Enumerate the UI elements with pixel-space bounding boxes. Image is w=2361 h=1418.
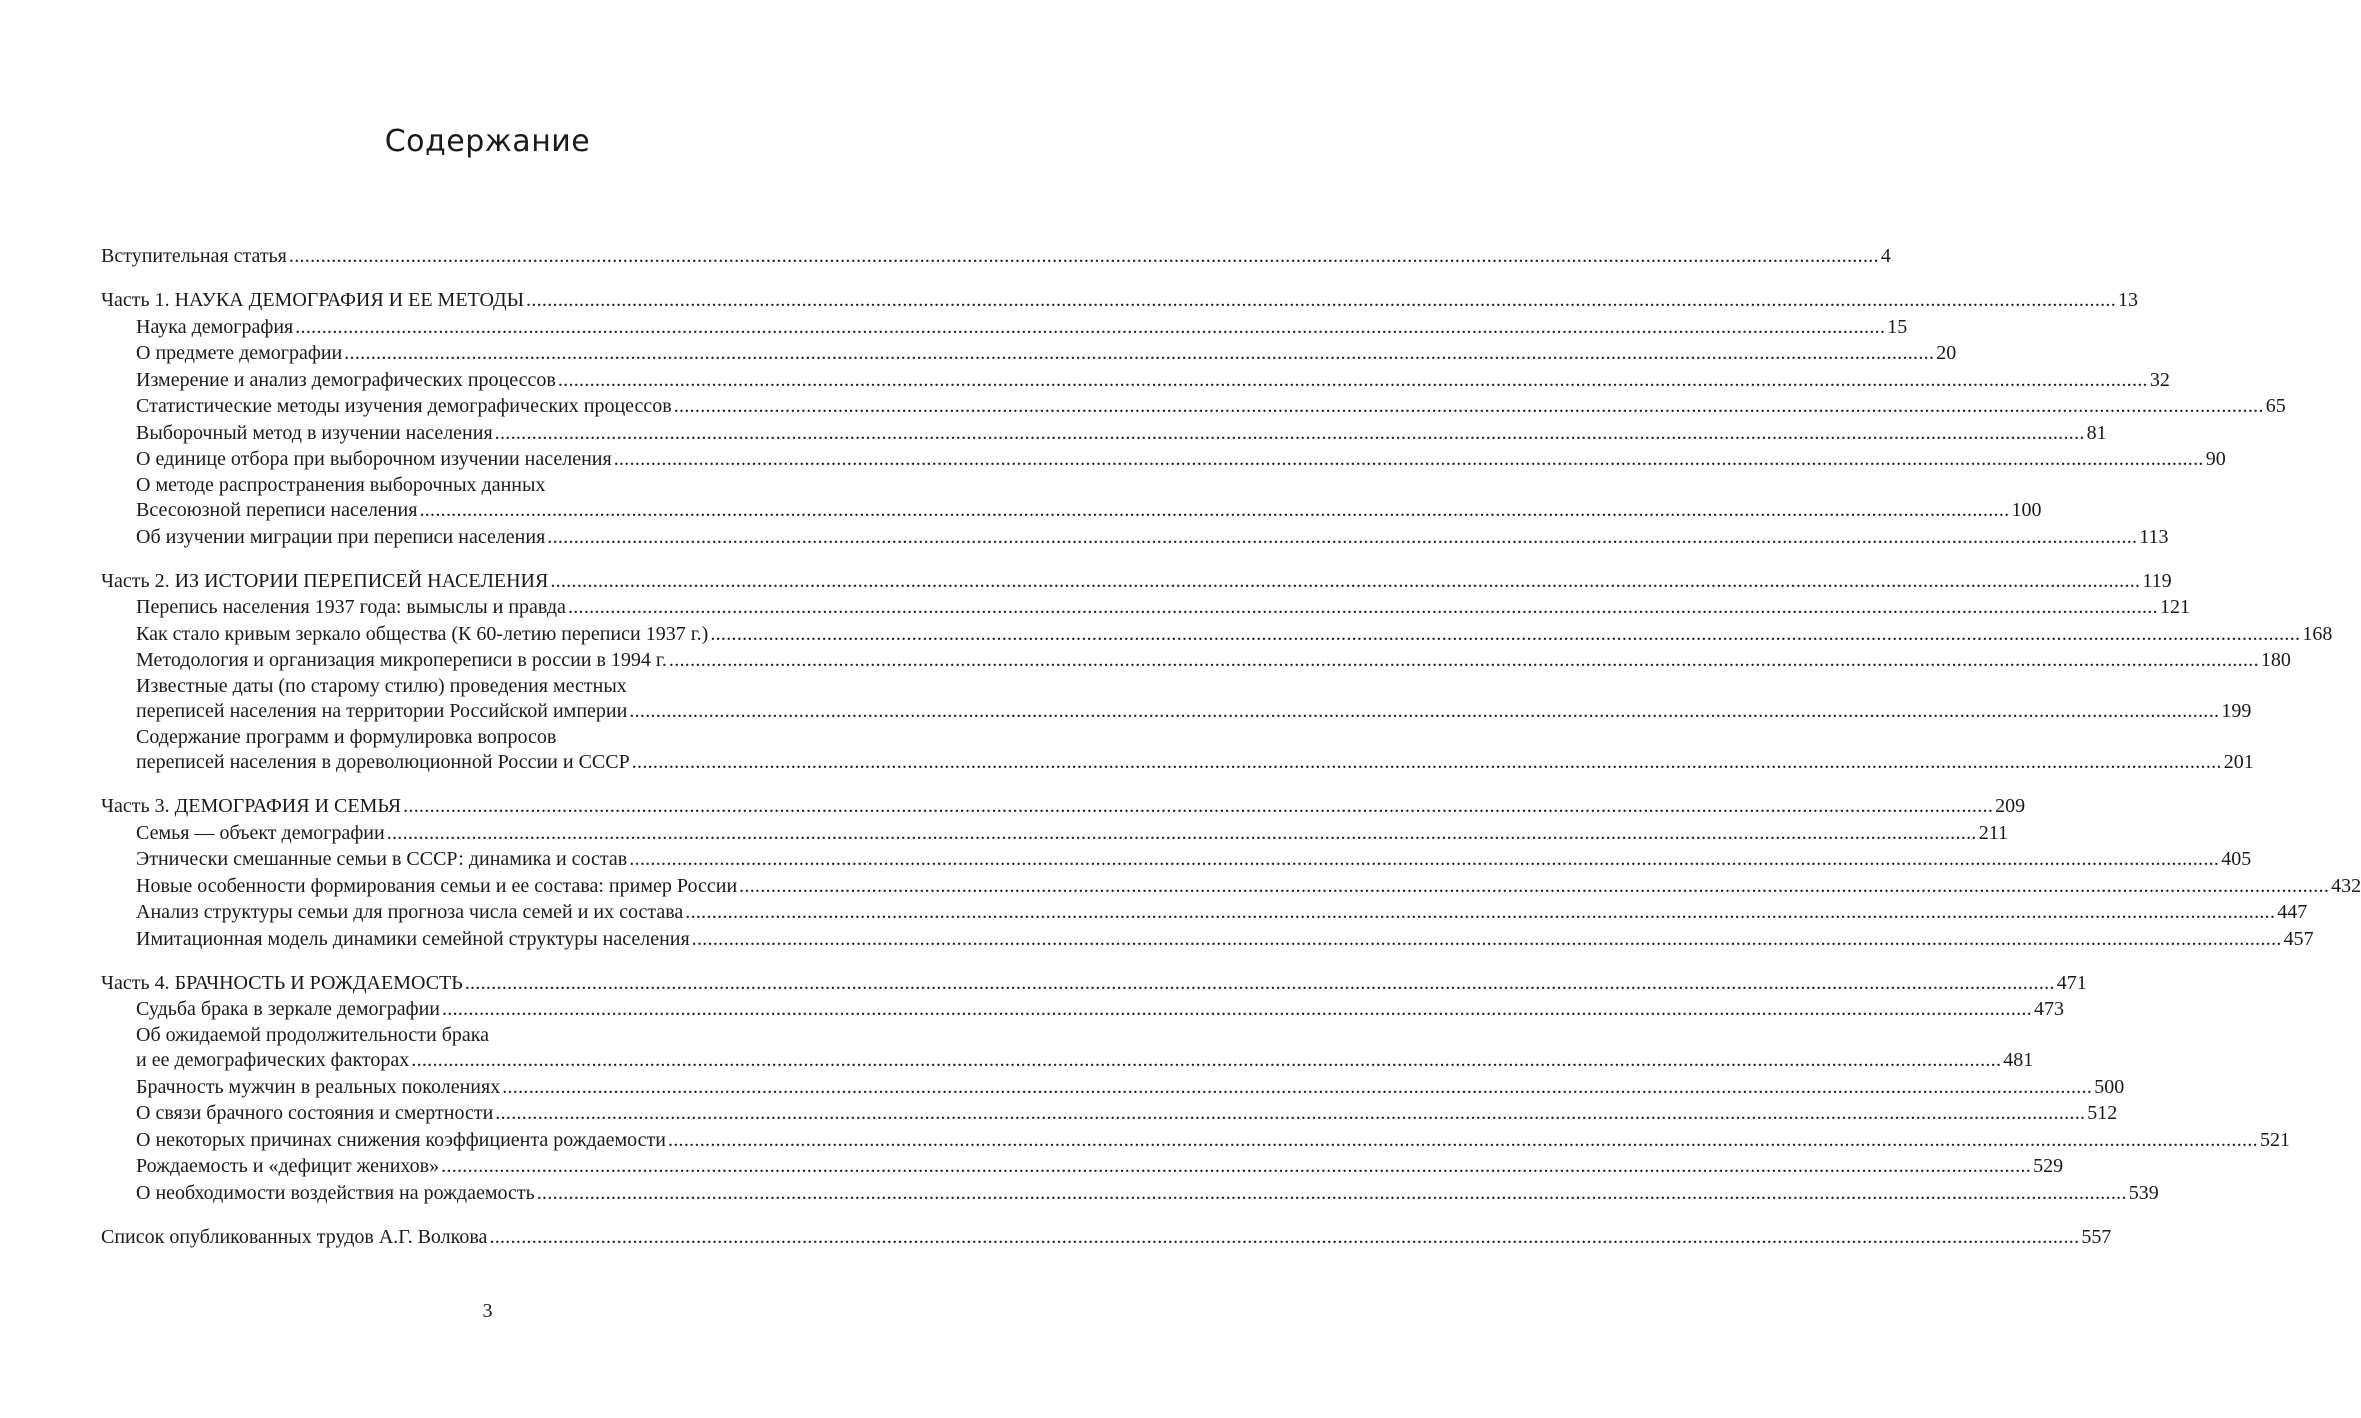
entry-page-number: 199 xyxy=(2221,700,2252,722)
toc-entry-chapter[interactable] xyxy=(101,873,2361,900)
toc-entry-chapter[interactable] xyxy=(101,926,2314,953)
entry-page-number: 471 xyxy=(2056,971,2087,994)
toc-entry-chapter[interactable] xyxy=(101,698,2252,725)
entry-page-number: 473 xyxy=(2033,998,2064,1020)
dot-leader: ............................................................................................................................................................................................................................................................................................................ xyxy=(547,525,2138,548)
entry-title: Судьба брака в зеркале демографии xyxy=(136,998,440,1020)
entry-title: Часть 2. ИЗ ИСТОРИИ ПЕРЕПИСЕЙ НАСЕЛЕНИЯ xyxy=(101,569,549,592)
entry-page-number: 100 xyxy=(2011,499,2042,521)
entry-page-number: 500 xyxy=(2094,1075,2125,1098)
dot-leader: ............................................................................................................................................................................................................................................................................................................ xyxy=(344,342,1935,364)
dot-leader: ............................................................................................................................................................................................................................................................................................................ xyxy=(441,998,2032,1020)
entry-page-number: 201 xyxy=(2223,751,2254,773)
entry-title: Брачность мужчин в реальных поколениях xyxy=(136,1075,501,1098)
entry-page-number: 529 xyxy=(2033,1155,2064,1177)
dot-leader: ............................................................................................................................................................................................................................................................................................................ xyxy=(502,1075,2093,1098)
toc-entry-chapter[interactable] xyxy=(101,899,2308,926)
dot-leader: ............................................................................................................................................................................................................................................................................................................ xyxy=(685,901,2276,923)
dot-leader: ............................................................................................................................................................................................................................................................................................................ xyxy=(691,927,2282,950)
toc-entry-chapter[interactable] xyxy=(101,1047,2034,1074)
entry-title: Перепись населения 1937 года: вымыслы и правда xyxy=(136,596,566,618)
toc-entry-chapter[interactable] xyxy=(101,594,2190,621)
entry-page-number: 521 xyxy=(2259,1128,2290,1151)
entry-page-number: 209 xyxy=(1995,795,2026,817)
toc-entry-chapter[interactable] xyxy=(101,524,2169,551)
entry-page-number: 4 xyxy=(1880,245,1891,267)
entry-title: О единице отбора при выборочном изучении населения xyxy=(136,448,612,470)
entry-title: Методология и организация микропереписи в россии в 1994 г. xyxy=(136,649,667,671)
toc-entry-chapter[interactable] xyxy=(101,420,2107,447)
entry-page-number: 557 xyxy=(2081,1225,2112,1248)
entry-page-number: 113 xyxy=(2139,525,2169,548)
dot-leader: ............................................................................................................................................................................................................................................................................................................ xyxy=(441,1155,2032,1177)
dot-leader: ............................................................................................................................................................................................................................................................................................................ xyxy=(557,368,2148,391)
dot-leader: ............................................................................................................................................................................................................................................................................................................ xyxy=(668,649,2259,671)
dot-leader: ............................................................................................................................................................................................................................................................................................................ xyxy=(386,821,1977,844)
entry-title: Анализ структуры семьи для прогноза числа семей и их состава xyxy=(136,901,684,923)
entry-title: Об изучении миграции при переписи населения xyxy=(136,525,546,548)
toc-entry-chapter[interactable] xyxy=(101,647,2291,674)
toc-entry-chapter[interactable] xyxy=(101,497,2042,524)
entry-title: Этнически смешанные семьи в СССР: динамика и состав xyxy=(136,848,628,870)
dot-leader: ............................................................................................................................................................................................................................................................................................................ xyxy=(667,1128,2258,1151)
toc-entry-chapter[interactable] xyxy=(101,621,2333,648)
entry-title: переписей населения на территории Российской империи xyxy=(136,700,628,722)
entry-title: О некоторых причинах снижения коэффициента рождаемости xyxy=(136,1128,666,1151)
entry-title: Выборочный метод в изучении населения xyxy=(136,421,493,444)
entry-page-number: 481 xyxy=(2003,1049,2034,1071)
entry-page-number: 90 xyxy=(2205,448,2226,470)
dot-leader: ............................................................................................................................................................................................................................................................................................................ xyxy=(631,751,2222,773)
entry-page-number: 512 xyxy=(2087,1102,2118,1124)
toc-entry-intro[interactable] xyxy=(101,243,1891,270)
entry-title: Часть 1. НАУКА ДЕМОГРАФИЯ И ЕЕ МЕТОДЫ xyxy=(101,289,525,311)
entry-title: Семья — объект демографии xyxy=(136,821,385,844)
dot-leader: ............................................................................................................................................................................................................................................................................................................ xyxy=(295,315,1886,338)
entry-title: Всесоюзной переписи населения xyxy=(136,499,418,521)
entry-title-line: О методе распространения выборочных данных xyxy=(136,473,546,496)
toc-entry-bibliography[interactable] xyxy=(101,1224,2112,1251)
toc-entry-part-1[interactable] xyxy=(101,287,2139,314)
dot-leader: ............................................................................................................................................................................................................................................................................................................ xyxy=(489,1225,2080,1248)
dot-leader: ............................................................................................................................................................................................................................................................................................................ xyxy=(629,848,2220,870)
toc-entry-chapter[interactable] xyxy=(101,446,2226,473)
entry-title: О необходимости воздействия на рождаемость xyxy=(136,1181,535,1204)
entry-page-number: 405 xyxy=(2221,848,2252,870)
dot-leader: ............................................................................................................................................................................................................................................................................................................ xyxy=(495,1102,2086,1124)
dot-leader: ............................................................................................................................................................................................................................................................................................................ xyxy=(613,448,2204,470)
dot-leader: ............................................................................................................................................................................................................................................................................................................ xyxy=(550,569,2141,592)
toc-entry-chapter[interactable] xyxy=(101,996,2064,1023)
toc-entry-chapter[interactable] xyxy=(101,340,1957,367)
toc-entry-chapter[interactable] xyxy=(101,1074,2125,1101)
entry-page-number: 119 xyxy=(2142,569,2172,592)
entry-title: О предмете демографии xyxy=(136,342,343,364)
entry-page-number: 180 xyxy=(2260,649,2291,671)
entry-title: Статистические методы изучения демографических процессов xyxy=(136,395,672,417)
entry-page-number: 32 xyxy=(2149,368,2170,391)
entry-title-line: Об ожидаемой продолжительности брака xyxy=(136,1023,490,1046)
dot-leader: ............................................................................................................................................................................................................................................................................................................ xyxy=(419,499,2010,521)
dot-leader: ............................................................................................................................................................................................................................................................................................................ xyxy=(464,971,2055,994)
toc-entry-chapter[interactable] xyxy=(101,1153,2064,1180)
entry-page-number: 168 xyxy=(2302,622,2333,645)
entry-title: Вступительная статья xyxy=(101,245,287,267)
toc-entry-part-4[interactable] xyxy=(101,970,2087,997)
entry-title: переписей населения в дореволюционной России и СССР xyxy=(136,751,630,773)
dot-leader: ............................................................................................................................................................................................................................................................................................................ xyxy=(403,795,1994,817)
entry-title: Как стало кривым зеркало общества (К 60-летию переписи 1937 г.) xyxy=(136,622,709,645)
entry-page-number: 432 xyxy=(2331,874,2361,897)
entry-title: О связи брачного состояния и смертности xyxy=(136,1102,494,1124)
dot-leader: ............................................................................................................................................................................................................................................................................................................ xyxy=(411,1049,2002,1071)
dot-leader: ............................................................................................................................................................................................................................................................................................................ xyxy=(710,622,2301,645)
entry-title: Рождаемость и «дефицит женихов» xyxy=(136,1155,440,1177)
entry-title-line: Известные даты (по старому стилю) проведения местных xyxy=(136,674,627,697)
entry-title: Наука демография xyxy=(136,315,294,338)
dot-leader: ............................................................................................................................................................................................................................................................................................................ xyxy=(739,874,2330,897)
entry-page-number: 13 xyxy=(2118,289,2139,311)
entry-page-number: 20 xyxy=(1936,342,1957,364)
toc-entry-chapter[interactable] xyxy=(101,749,2254,776)
toc-entry-chapter[interactable] xyxy=(101,1180,2159,1207)
entry-title: Список опубликованных трудов А.Г. Волкова xyxy=(101,1225,488,1248)
dot-leader: ............................................................................................................................................................................................................................................................................................................ xyxy=(536,1181,2127,1204)
toc-entry-chapter[interactable] xyxy=(101,393,2286,420)
dot-leader: ............................................................................................................................................................................................................................................................................................................ xyxy=(526,289,2117,311)
entry-title-line: Содержание программ и формулировка вопросов xyxy=(136,725,557,748)
entry-page-number: 15 xyxy=(1887,315,1908,338)
entry-page-number: 65 xyxy=(2265,395,2286,417)
toc-entry-part-3[interactable] xyxy=(101,793,2026,820)
table-of-contents xyxy=(101,243,2361,1250)
entry-page-number: 457 xyxy=(2283,927,2314,950)
entry-page-number: 211 xyxy=(1978,821,2008,844)
toc-entry-chapter[interactable] xyxy=(101,1127,2290,1154)
dot-leader: ............................................................................................................................................................................................................................................................................................................ xyxy=(567,596,2158,618)
entry-page-number: 447 xyxy=(2277,901,2308,923)
toc-entry-chapter[interactable] xyxy=(101,314,1908,341)
entry-page-number: 81 xyxy=(2086,421,2107,444)
dot-leader: ............................................................................................................................................................................................................................................................................................................ xyxy=(288,245,1879,267)
toc-entry-chapter[interactable] xyxy=(101,367,2170,394)
entry-title: и ее демографических факторах xyxy=(136,1049,410,1071)
page-number: 3 xyxy=(482,1300,493,1322)
entry-title: Новые особенности формирования семьи и ее состава: пример России xyxy=(136,874,738,897)
toc-entry-chapter[interactable] xyxy=(101,1100,2118,1127)
entry-title: Измерение и анализ демографических процессов xyxy=(136,368,556,391)
entry-title: Часть 4. БРАЧНОСТЬ И РОЖДАЕМОСТЬ xyxy=(101,971,463,994)
dot-leader: ............................................................................................................................................................................................................................................................................................................ xyxy=(494,421,2085,444)
entry-page-number: 539 xyxy=(2128,1181,2159,1204)
toc-entry-chapter[interactable] xyxy=(101,846,2252,873)
entry-title: Имитационная модель динамики семейной структуры населения xyxy=(136,927,690,950)
entry-page-number: 121 xyxy=(2159,596,2190,618)
toc-entry-part-2[interactable] xyxy=(101,568,2172,595)
dot-leader: ............................................................................................................................................................................................................................................................................................................ xyxy=(673,395,2264,417)
page-title: Содержание xyxy=(384,124,591,159)
entry-title: Часть 3. ДЕМОГРАФИЯ И СЕМЬЯ xyxy=(101,795,402,817)
dot-leader: ............................................................................................................................................................................................................................................................................................................ xyxy=(629,700,2220,722)
toc-entry-chapter[interactable] xyxy=(101,820,2008,847)
